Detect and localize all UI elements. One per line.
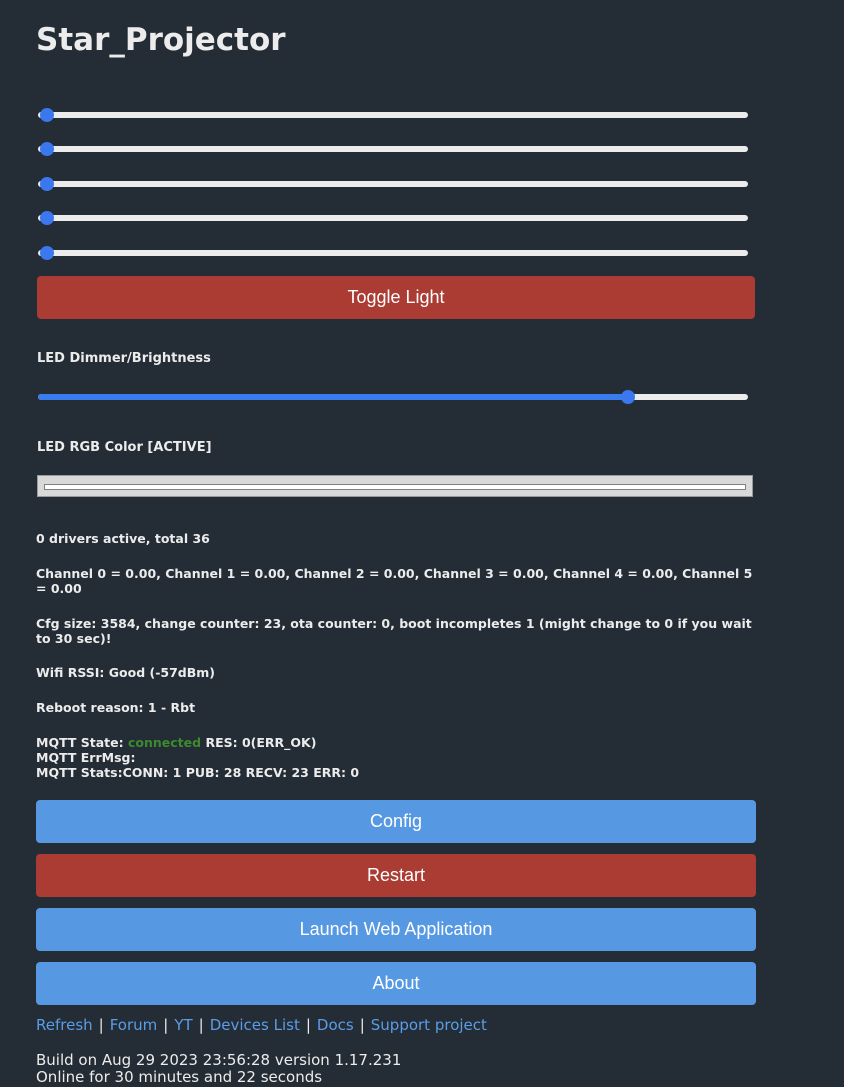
channel-slider-3[interactable] [38,175,748,193]
mqtt-state-result: RES: 0(ERR_OK) [205,735,317,750]
dimmer-slider[interactable] [38,388,748,406]
reboot-reason: Reboot reason: 1 - Rbt [36,700,196,715]
slider-thumb[interactable] [40,211,54,225]
rgb-color-label: LED RGB Color [ACTIVE] [37,440,212,455]
toggle-light-button[interactable]: Toggle Light [37,276,755,319]
launch-web-app-button[interactable]: Launch Web Application [36,908,756,951]
dimmer-label: LED Dimmer/Brightness [37,351,211,366]
forum-link[interactable]: Forum [109,1016,158,1034]
build-info: Build on Aug 29 2023 23:56:28 version 1.17.231 [36,1051,402,1069]
yt-link[interactable]: YT [174,1016,193,1034]
about-button[interactable]: About [36,962,756,1005]
slider-track [38,146,748,152]
slider-track [38,250,748,256]
channel-slider-2[interactable] [38,140,748,158]
rgb-color-picker[interactable] [37,475,753,497]
slider-track [38,215,748,221]
slider-thumb[interactable] [621,390,635,404]
channel-slider-4[interactable] [38,209,748,227]
link-separator: | [163,1016,169,1034]
cfg-status: Cfg size: 3584, change counter: 23, ota counter: 0, boot incompletes 1 (might change to 0 if you wait to 30 sec)! [36,616,752,646]
page-title: Star_Projector [36,22,286,58]
config-button[interactable]: Config [36,800,756,843]
mqtt-stats: MQTT Stats:CONN: 1 PUB: 28 RECV: 23 ERR: 0 [36,765,360,780]
link-separator: | [198,1016,204,1034]
wifi-status: Wifi RSSI: Good (-57dBm) [36,665,216,680]
channel-slider-5[interactable] [38,244,748,262]
mqtt-errmsg: MQTT ErrMsg: [36,750,136,765]
link-separator: | [359,1016,365,1034]
slider-thumb[interactable] [40,108,54,122]
link-separator: | [98,1016,104,1034]
slider-fill [38,394,628,400]
link-separator: | [305,1016,311,1034]
refresh-link[interactable]: Refresh [36,1016,93,1034]
channel-slider-1[interactable] [38,106,748,124]
restart-button[interactable]: Restart [36,854,756,897]
channels-status: Channel 0 = 0.00, Channel 1 = 0.00, Channel 2 = 0.00, Channel 3 = 0.00, Channel 4 = 0.00, Channel 5 = 0.00 [36,566,753,596]
mqtt-connected-badge: connected [127,735,202,750]
drivers-status: 0 drivers active, total 36 [36,531,210,546]
mqtt-state [36,735,766,750]
slider-track [38,112,748,118]
slider-track [38,181,748,187]
slider-thumb[interactable] [40,177,54,191]
support-project-link[interactable]: Support project [370,1016,487,1034]
color-swatch [44,484,746,490]
mqtt-state-prefix: MQTT State: [36,735,124,750]
devices-list-link[interactable]: Devices List [209,1016,300,1034]
slider-thumb[interactable] [40,246,54,260]
uptime-info: Online for 30 minutes and 22 seconds [36,1068,323,1086]
slider-thumb[interactable] [40,142,54,156]
footer-links [36,1016,487,1034]
docs-link[interactable]: Docs [316,1016,354,1034]
